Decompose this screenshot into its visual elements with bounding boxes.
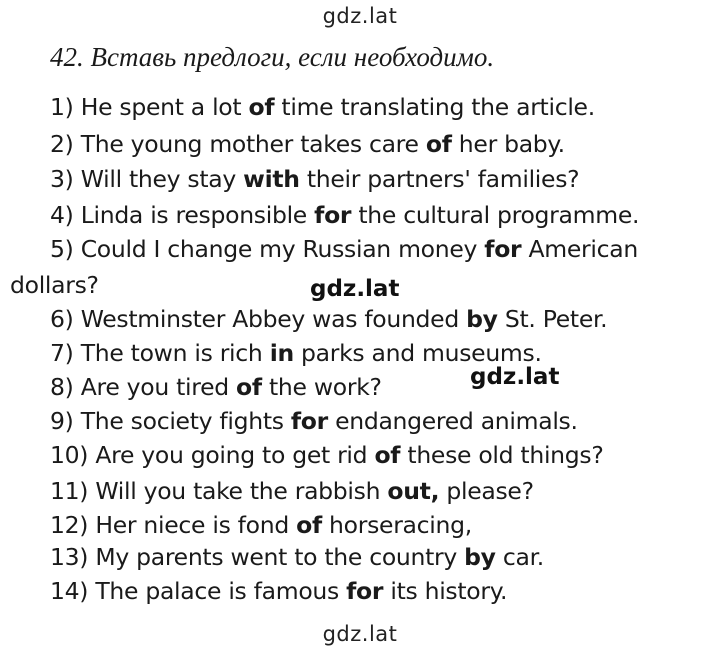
sentence-5-continuation: dollars?	[10, 271, 99, 299]
sentence-text-after: St. Peter.	[497, 305, 608, 333]
sentence-answer: for	[290, 407, 328, 435]
sentence-number: 2)	[50, 130, 74, 158]
sentence-text-before: Are you going to get rid	[95, 441, 375, 469]
sentence-14	[50, 577, 508, 605]
sentence-text-after: horseracing,	[321, 511, 472, 539]
sentence-text-before: The society fights	[80, 407, 291, 435]
sentence-text-after: their partners' families?	[299, 165, 580, 193]
sentence-4	[50, 201, 640, 229]
sentence-number: 12)	[50, 511, 89, 539]
sentence-8	[50, 373, 382, 401]
sentence-9	[50, 407, 578, 435]
sentence-text-before: Linda is responsible	[80, 201, 315, 229]
sentence-answer: of	[374, 441, 401, 469]
sentence-answer: in	[269, 339, 294, 367]
sentence-number: 4)	[50, 201, 74, 229]
sentence-text-after: its history.	[383, 577, 508, 605]
watermark-bottom: gdz.lat	[322, 622, 398, 646]
sentence-text-after: car.	[495, 543, 544, 571]
sentence-answer: of	[248, 93, 275, 121]
sentence-text-after: endangered animals.	[327, 407, 578, 435]
task-heading: 42. Вставь предлоги, если необходимо.	[50, 42, 495, 72]
sentence-text-after: please?	[439, 477, 534, 505]
sentence-number: 6)	[50, 305, 74, 333]
sentence-3	[50, 165, 580, 193]
sentence-7	[50, 339, 542, 367]
sentence-2	[50, 130, 565, 158]
sentence-text-before: Could I change my Russian money	[80, 235, 485, 263]
sentence-text-after: her baby.	[451, 130, 565, 158]
sentence-number: 7)	[50, 339, 74, 367]
sentence-answer: for	[346, 577, 384, 605]
sentence-11	[50, 477, 534, 505]
sentence-answer: of	[296, 511, 322, 539]
sentence-text-before: The town is rich	[80, 339, 270, 367]
sentence-number: 14)	[50, 577, 89, 605]
sentence-answer: by	[466, 305, 498, 333]
sentence-number: 10)	[50, 441, 89, 469]
sentence-text-after: the cultural programme.	[351, 201, 640, 229]
sentence-number: 13)	[50, 543, 89, 571]
sentence-text-before: Will you take the rabbish	[95, 477, 388, 505]
watermark-top: gdz.lat	[322, 4, 398, 28]
sentence-text-before: Are you tired	[80, 373, 237, 401]
sentence-number: 5)	[50, 235, 74, 263]
sentence-number: 3)	[50, 165, 74, 193]
watermark-middle-1: gdz.lat	[310, 276, 400, 302]
sentence-10	[50, 441, 604, 469]
sentence-number: 1)	[50, 93, 74, 121]
sentence-12	[50, 511, 472, 539]
sentence-number: 8)	[50, 373, 74, 401]
sentence-text-after: time translating the article.	[274, 93, 595, 121]
sentence-5	[50, 235, 638, 263]
sentence-text-before: The palace is famous	[95, 577, 347, 605]
sentence-text-before: The young mother takes care	[80, 130, 426, 158]
sentence-text-before: Will they stay	[80, 165, 244, 193]
watermark-middle-2: gdz.lat	[470, 364, 560, 390]
sentence-text-after: American	[521, 235, 638, 263]
sentence-answer: out,	[387, 477, 440, 505]
sentence-text-before: Her niece is fond	[95, 511, 297, 539]
sentence-answer: of	[236, 373, 262, 401]
sentence-1	[50, 93, 595, 121]
sentence-number: 11)	[50, 477, 89, 505]
sentence-13	[50, 543, 544, 571]
sentence-answer: of	[425, 130, 452, 158]
sentence-text-before: He spent a lot	[80, 93, 249, 121]
sentence-text-before: My parents went to the country	[95, 543, 465, 571]
sentence-answer: with	[243, 165, 300, 193]
sentence-6	[50, 305, 608, 333]
sentence-text-after: these old things?	[400, 441, 604, 469]
sentence-text-after: the work?	[261, 373, 382, 401]
sentence-answer: for	[314, 201, 352, 229]
sentence-answer: by	[464, 543, 496, 571]
sentence-number: 9)	[50, 407, 74, 435]
sentence-text-after: parks and museums.	[293, 339, 542, 367]
sentence-text-before: Westminster Abbey was founded	[80, 305, 467, 333]
sentence-answer: for	[484, 235, 522, 263]
